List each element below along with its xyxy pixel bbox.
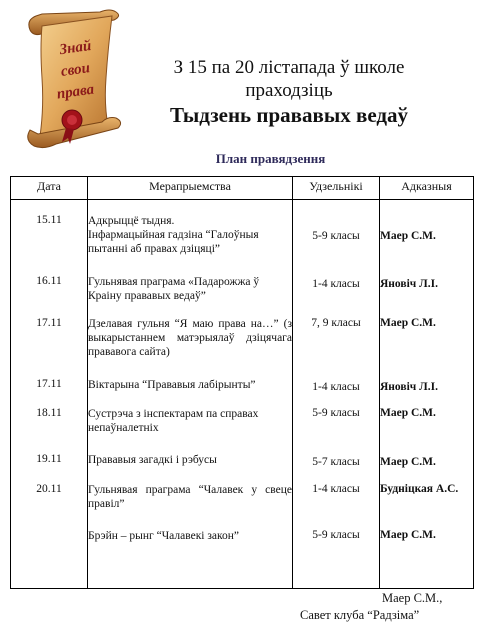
cell-responsible: Маер С.М. (380, 200, 474, 263)
cell-participants: 5-9 класы (293, 525, 380, 589)
cell-responsible: Будніцкая А.С. (380, 479, 474, 525)
table-row (11, 200, 474, 263)
cell-date: 16.11 (11, 262, 88, 310)
plan-table (10, 176, 474, 589)
headline-line-2: праходзіць (245, 80, 333, 101)
svg-text:Знай: Знай (58, 37, 93, 59)
footer-author: Маер С.М., (382, 591, 443, 605)
cell-participants: 5-9 класы (293, 200, 380, 263)
footer-club: Савет клуба “Радзіма” (300, 608, 420, 622)
cell-date: 19.11 (11, 449, 88, 479)
cell-date: 18.11 (11, 403, 88, 449)
headline-title: Тыдзень прававых ведаў (169, 103, 409, 127)
cell-participants: 1-4 класы (293, 373, 380, 403)
svg-text:свои: свои (59, 60, 91, 80)
table-row (11, 525, 474, 589)
table-row (11, 262, 474, 310)
cell-date: 17.11 (11, 373, 88, 403)
table-row (11, 479, 474, 525)
cell-responsible: Яновіч Л.І. (380, 262, 474, 310)
plan-body (11, 200, 474, 589)
cell-event: Віктарына “Прававыя лабірынты” (88, 373, 293, 403)
cell-date (11, 525, 88, 589)
scroll-logo-image (22, 8, 126, 150)
table-row (11, 310, 474, 373)
cell-event: Прававыя загадкі і рэбусы (88, 449, 293, 479)
cell-event: Сустрэча з інспектарам па справах непаўналетніх (88, 403, 293, 449)
cell-responsible: Маер С.М. (380, 310, 474, 373)
cell-event: Гульнявая праграма “Чалавек у свеце правіл” (88, 479, 293, 525)
cell-responsible: Маер С.М. (380, 449, 474, 479)
svg-text:права: права (55, 81, 96, 103)
cell-event: Гульнявая праграма «Падарожжа ў Краіну прававых ведаў” (88, 262, 293, 310)
table-row (11, 449, 474, 479)
cell-participants: 1-4 класы (293, 479, 380, 525)
cell-date: 20.11 (11, 479, 88, 525)
header-event: Мерапрыемства (88, 177, 293, 200)
cell-participants: 5-7 класы (293, 449, 380, 479)
cell-date: 17.11 (11, 310, 88, 373)
table-header-row (11, 177, 474, 200)
footer-signature (300, 590, 460, 624)
header-participants: Удзельнікі (293, 177, 380, 200)
cell-responsible: Яновіч Л.І. (380, 373, 474, 403)
table-row (11, 373, 474, 403)
cell-date: 15.11 (11, 200, 88, 263)
cell-participants: 5-9 класы (293, 403, 380, 449)
cell-responsible: Маер С.М. (380, 525, 474, 589)
cell-event: Адкрыццё тыдня. Інфармацыйная гадзіна “Галоўныя пытанні аб правах дзіцяці” (88, 200, 293, 263)
cell-event: Дзелавая гульня “Я маю права на…” (з выкарыстаннем матэрыялаў дзіцячага прававога сайта) (88, 310, 293, 373)
headline-line-1: З 15 па 20 лістапада ў школе (173, 57, 405, 78)
cell-responsible: Маер С.М. (380, 403, 474, 449)
plan-title: План правядзення (215, 151, 326, 166)
headline (134, 56, 444, 127)
header-date: Дата (11, 177, 88, 200)
cell-participants: 7, 9 класы (293, 310, 380, 373)
table-row (11, 403, 474, 449)
header-responsible: Адказныя (380, 177, 474, 200)
cell-participants: 1-4 класы (293, 262, 380, 310)
cell-event: Брэйн – рынг “Чалавекі закон” (88, 525, 293, 589)
